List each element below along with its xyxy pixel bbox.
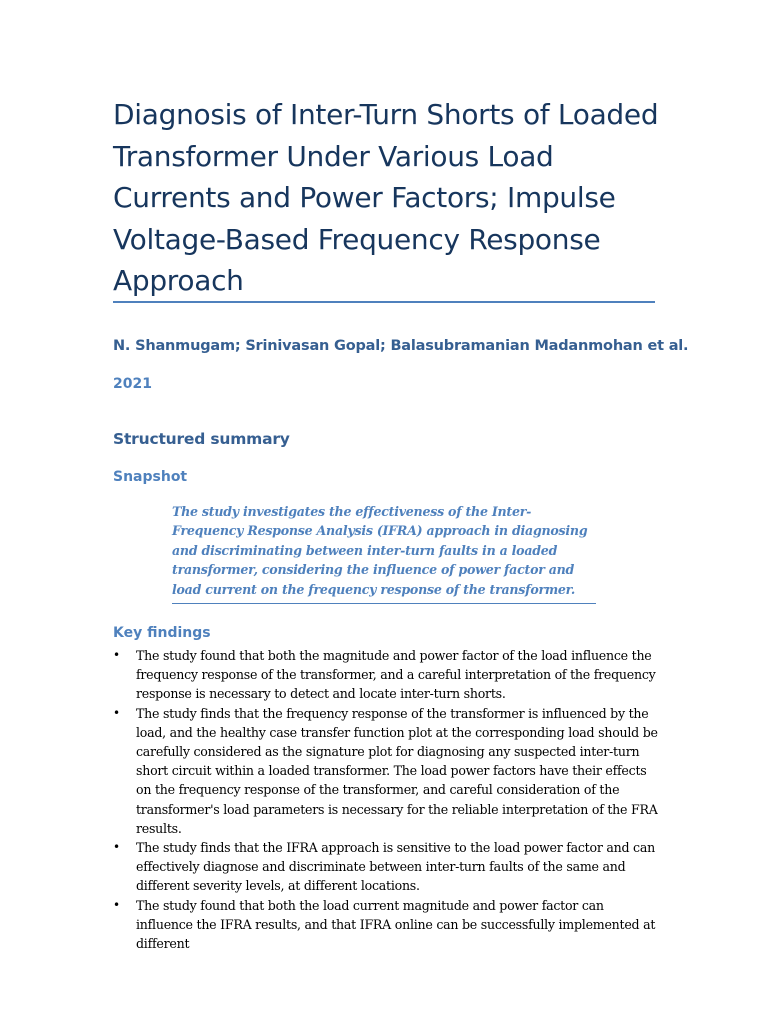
bullet-icon: • [113, 648, 120, 662]
snapshot-quote: The study investigates the effectiveness of the Inter-Frequency Response Analysis (IFRA) approach in diagnosing and discriminating between inter-turn faults in a loaded transformer, considering the influence of power factor and load current on the frequency response of the transformer. [172, 502, 596, 604]
document-title: Diagnosis of Inter-Turn Shorts of Loaded Transformer Under Various Load Currents and Power Factors; Impulse Voltage-Based Frequency Response Approach [113, 98, 659, 297]
document-year: 2021 [113, 376, 152, 392]
key-findings-heading: Key findings [113, 625, 211, 641]
list-item [113, 838, 661, 896]
bullet-icon: • [113, 840, 120, 855]
list-item [113, 646, 661, 704]
finding-text: The study found that both the load current magnitude and power factor can influence the IFRA results, and that IFRA online can be successfully implemented at different [136, 897, 656, 952]
finding-text: The study found that both the magnitude and power factor of the load influence the frequency response of the transformer, and a careful interpretation of the frequency response is necessary to detect and locate inter-turn shorts. [136, 648, 656, 702]
list-item [113, 896, 661, 954]
bullet-icon: • [113, 897, 120, 912]
finding-text: The study finds that the frequency response of the transformer is influenced by the load, and the healthy case transfer function plot at the corresponding load should be carefully considered as the signature plot for diagnosing any suspected inter-turn short circuit within a loaded transformer. The load power factors have their effects on the frequency response of the transformer, and careful consideration of the transformer's load parameters is necessary for the reliable interpretation of the FRA results. [136, 705, 658, 836]
key-findings-list [113, 646, 661, 953]
structured-summary-heading: Structured summary [113, 430, 290, 448]
title-divider [113, 301, 655, 303]
document-authors: N. Shanmugam; Srinivasan Gopal; Balasubramanian Madanmohan et al. [113, 338, 689, 354]
snapshot-heading: Snapshot [113, 469, 188, 485]
finding-text: The study finds that the IFRA approach is sensitive to the load power factor and can effectively diagnose and discriminate between inter-turn faults of the same and different severity levels, at different locations. [136, 840, 655, 894]
bullet-icon: • [113, 705, 120, 720]
list-item [113, 704, 661, 838]
